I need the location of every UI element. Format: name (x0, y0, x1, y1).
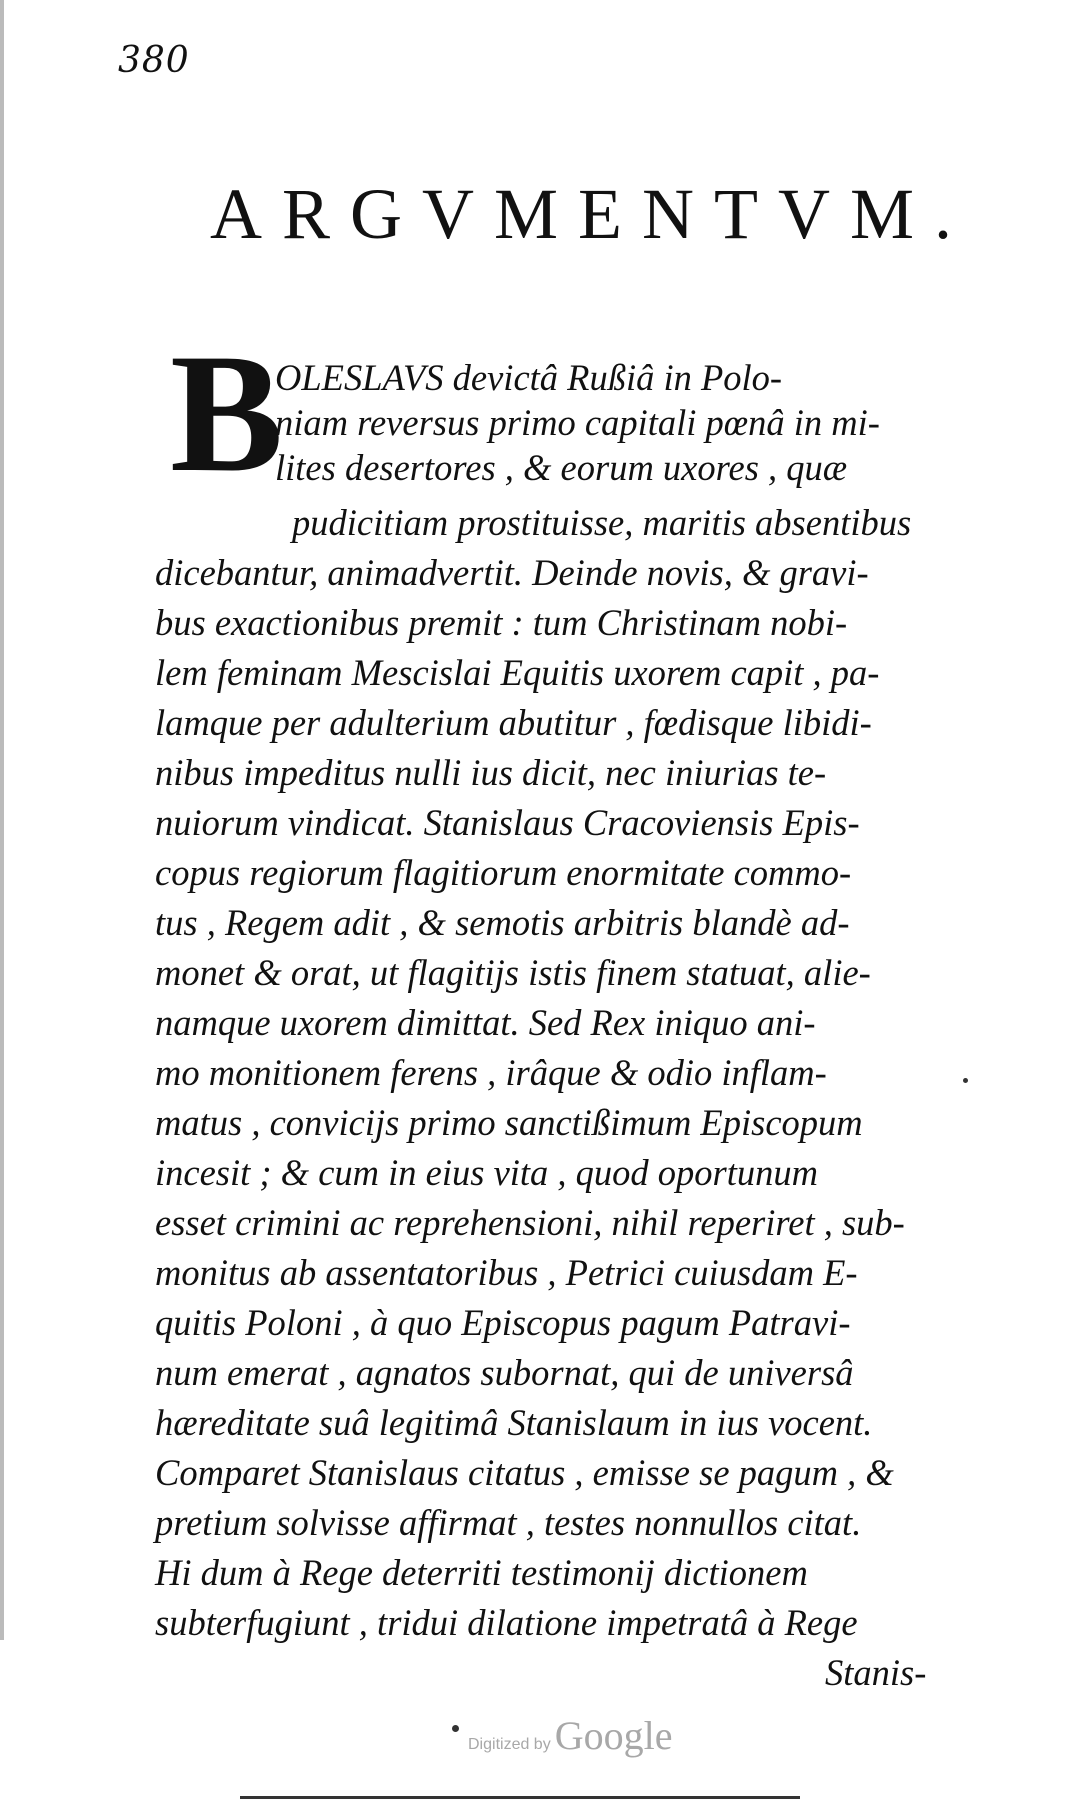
text-line: lamque per adulterium abutitur , fœdisque libidi- (155, 702, 872, 743)
text-line: niam reversus primo capitali pœnâ in mi- (275, 402, 880, 443)
text-line: Comparet Stanislaus citatus , emisse se pagum , & (155, 1452, 894, 1493)
text-line: incesit ; & cum in eius vita , quod oportunum (155, 1152, 819, 1193)
text-line: num emerat , agnatos subornat, qui de universâ (155, 1352, 854, 1393)
page-bottom-edge (240, 1796, 800, 1799)
page-heading: ARGVMENTVM. (210, 174, 973, 254)
text-line: matus , convicijs primo sanctißimum Episcopum (155, 1102, 863, 1143)
text-line: tus , Regem adit , & semotis arbitris blandè ad- (155, 902, 850, 943)
text-line: nuiorum vindicat. Stanislaus Cracoviensis Epis- (155, 802, 860, 843)
text-line: copus regiorum flagitiorum enormitate commo- (155, 852, 852, 893)
text-line: mo monitionem ferens , irâque & odio inflam- (155, 1052, 827, 1093)
ink-speck (963, 1078, 968, 1083)
text-line: lem feminam Mescislai Equitis uxorem capit , pa- (155, 652, 880, 693)
text-line: monet & orat, ut flagitijs istis finem statuat, alie- (155, 952, 871, 993)
catchword: Stanis- (825, 1652, 927, 1693)
text-line: bus exactionibus premit : tum Christinam nobi- (155, 602, 848, 643)
text-line: quitis Poloni , à quo Episcopus pagum Patravi- (155, 1302, 851, 1343)
text-line: dicebantur, animadvertit. Deinde novis, & gravi- (155, 552, 869, 593)
page-edge-shadow (0, 0, 4, 1640)
text-line: monitus ab assentatoribus , Petrici cuiusdam E- (155, 1252, 858, 1293)
text-line: pretium solvisse affirmat , testes nonnullos citat. (155, 1502, 862, 1543)
page-number: 380 (118, 40, 190, 81)
ink-speck (452, 1725, 459, 1732)
watermark-prefix: Digitized by (468, 1736, 551, 1753)
drop-cap: B (170, 319, 284, 507)
text-line: esset crimini ac reprehensioni, nihil reperiret , sub- (155, 1202, 905, 1243)
google-logo: Google (554, 1713, 673, 1758)
text-line: pudicitiam prostituisse, maritis absentibus (292, 502, 912, 543)
text-line: namque uxorem dimittat. Sed Rex iniquo ani- (155, 1002, 816, 1043)
text-line: lites desertores , & eorum uxores , quæ (275, 447, 848, 488)
text-line: Hi dum à Rege deterriti testimonij dictionem (155, 1552, 808, 1593)
text-line: nibus impeditus nulli ius dicit, nec iniurias te- (155, 752, 827, 793)
text-line: OLESLAVS devictâ Rußiâ in Polo- (275, 357, 783, 398)
text-line: hæreditate suâ legitimâ Stanislaum in ius vocent. (155, 1402, 873, 1443)
digitized-watermark (468, 1712, 672, 1759)
text-line: subterfugiunt , tridui dilatione impetratâ à Rege (155, 1602, 858, 1643)
